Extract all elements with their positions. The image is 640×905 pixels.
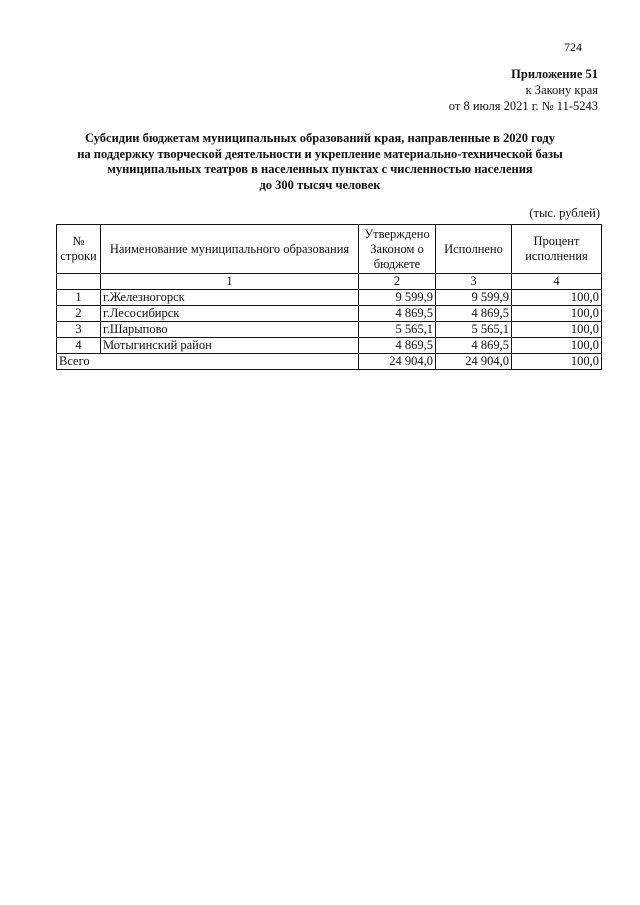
index-cell-2: 2 xyxy=(359,274,436,290)
header-approved-line-2: Законом о xyxy=(370,241,424,256)
row-approved: 4 869,5 xyxy=(359,306,436,322)
row-done: 9 599,9 xyxy=(436,290,512,306)
document-title xyxy=(40,131,600,193)
header-name: Наименование муниципального образования xyxy=(101,225,359,274)
row-number: 3 xyxy=(57,322,101,338)
table-row xyxy=(57,338,602,354)
table-row xyxy=(57,306,602,322)
row-number: 4 xyxy=(57,338,101,354)
row-percent: 100,0 xyxy=(512,306,602,322)
header-approved xyxy=(359,225,436,274)
appendix-title: Приложение 51 xyxy=(511,67,598,81)
appendix-block xyxy=(449,66,598,114)
header-approved-line-3: бюджете xyxy=(373,256,421,271)
header-percent-line-1: Процент xyxy=(533,234,580,248)
index-cell-4: 4 xyxy=(512,274,602,290)
row-name: г.Лесосибирск xyxy=(101,306,359,322)
row-percent: 100,0 xyxy=(512,290,602,306)
appendix-date-line: от 8 июля 2021 г. № 11-5243 xyxy=(448,99,598,113)
page-number: 724 xyxy=(564,40,582,54)
total-label: Всего xyxy=(57,354,359,370)
row-done: 5 565,1 xyxy=(436,322,512,338)
title-line-2: на поддержку творческой деятельности и укрепление материально-технической базы xyxy=(77,146,563,161)
index-cell-empty xyxy=(57,274,101,290)
header-percent-line-2: исполнения xyxy=(525,249,588,263)
appendix-subtitle: к Закону края xyxy=(525,83,598,97)
table-header-row xyxy=(57,225,602,274)
header-num-line-2: строки xyxy=(60,249,97,263)
title-line-1: Субсидии бюджетам муниципальных образований края, направленные в 2020 году xyxy=(84,131,556,145)
total-approved: 24 904,0 xyxy=(359,354,436,370)
row-percent: 100,0 xyxy=(512,322,602,338)
header-approved-line-1: Утверждено xyxy=(364,226,430,241)
row-name: Мотыгинский район xyxy=(101,338,359,354)
index-cell-3: 3 xyxy=(436,274,512,290)
header-num-line-1: № xyxy=(72,234,85,248)
row-done: 4 869,5 xyxy=(436,338,512,354)
row-approved: 5 565,1 xyxy=(359,322,436,338)
total-done: 24 904,0 xyxy=(436,354,512,370)
table-row xyxy=(57,322,602,338)
row-number: 1 xyxy=(57,290,101,306)
row-approved: 9 599,9 xyxy=(359,290,436,306)
row-name: г.Железногорск xyxy=(101,290,359,306)
row-name: г.Шарыпово xyxy=(101,322,359,338)
row-done: 4 869,5 xyxy=(436,306,512,322)
table-row xyxy=(57,290,602,306)
table-total-row xyxy=(57,354,602,370)
row-percent: 100,0 xyxy=(512,338,602,354)
table-index-row xyxy=(57,274,602,290)
header-done: Исполнено xyxy=(436,225,512,274)
title-line-4: до 300 тысяч человек xyxy=(259,177,381,192)
index-cell-1: 1 xyxy=(101,274,359,290)
header-percent xyxy=(512,225,602,274)
header-num xyxy=(57,225,101,274)
row-approved: 4 869,5 xyxy=(359,338,436,354)
title-line-3: муниципальных театров в населенных пунктах с численностью населения xyxy=(107,162,533,176)
row-number: 2 xyxy=(57,306,101,322)
units-label: (тыс. рублей) xyxy=(529,206,600,220)
subsidy-table xyxy=(56,224,602,370)
total-percent: 100,0 xyxy=(512,354,602,370)
